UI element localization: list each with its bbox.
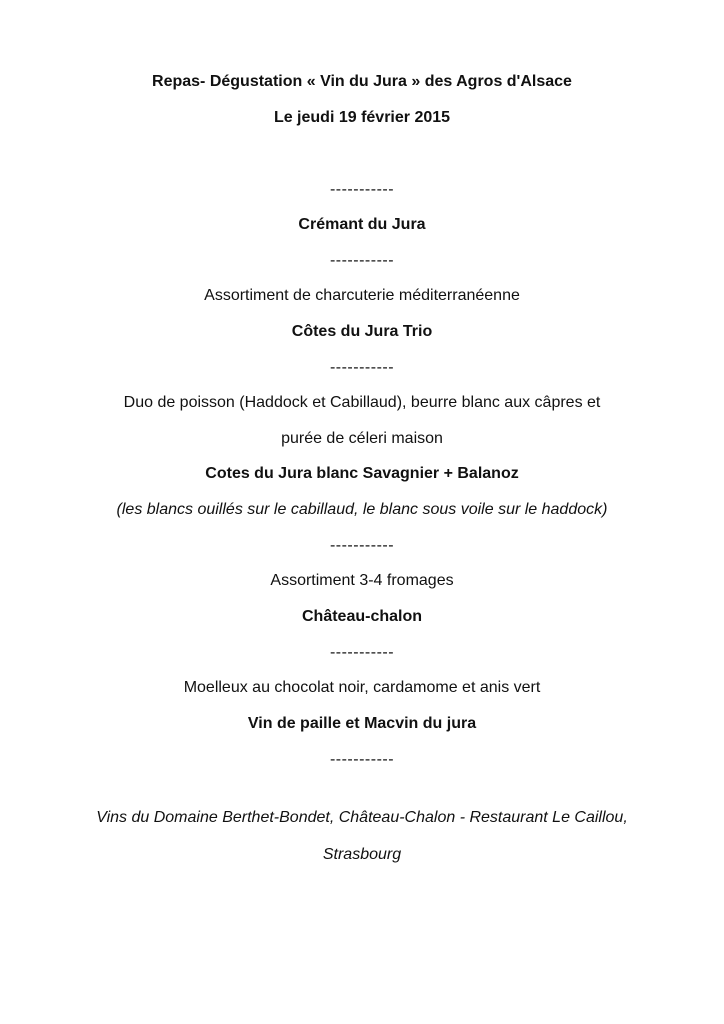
wine-cotes-trio: Côtes du Jura Trio xyxy=(291,323,433,340)
dish-fish-line2: purée de céleri maison xyxy=(281,430,443,447)
separator: ----------- xyxy=(329,644,395,661)
wine-chateau-chalon: Château-chalon xyxy=(301,608,422,625)
page-title: Repas- Dégustation « Vin du Jura » des Agros d'Alsace xyxy=(152,73,572,90)
separator: ----------- xyxy=(329,537,395,554)
wine-cremant: Crémant du Jura xyxy=(298,216,426,233)
wine-savagnier: Cotes du Jura blanc Savagnier + Balanoz xyxy=(205,465,519,482)
dish-cheese: Assortiment 3-4 fromages xyxy=(270,572,454,589)
footer-credits-line1: Vins du Domaine Berthet-Bondet, Château-Chalon - Restaurant Le Caillou, xyxy=(96,809,628,826)
dish-dessert: Moelleux au chocolat noir, cardamome et anis vert xyxy=(183,679,541,696)
separator: ----------- xyxy=(329,751,395,768)
event-date: Le jeudi 19 février 2015 xyxy=(273,109,451,126)
separator: ----------- xyxy=(329,359,395,376)
separator: ----------- xyxy=(329,252,395,269)
separator: ----------- xyxy=(329,181,395,198)
dish-charcuterie: Assortiment de charcuterie méditerranéenne xyxy=(204,287,520,304)
wine-paille-macvin: Vin de paille et Macvin du jura xyxy=(247,715,477,732)
footer-credits-line2: Strasbourg xyxy=(322,846,402,863)
dish-fish-line1: Duo de poisson (Haddock et Cabillaud), beurre blanc aux câpres et xyxy=(123,394,601,411)
wine-pairing-note: (les blancs ouillés sur le cabillaud, le blanc sous voile sur le haddock) xyxy=(116,501,608,518)
